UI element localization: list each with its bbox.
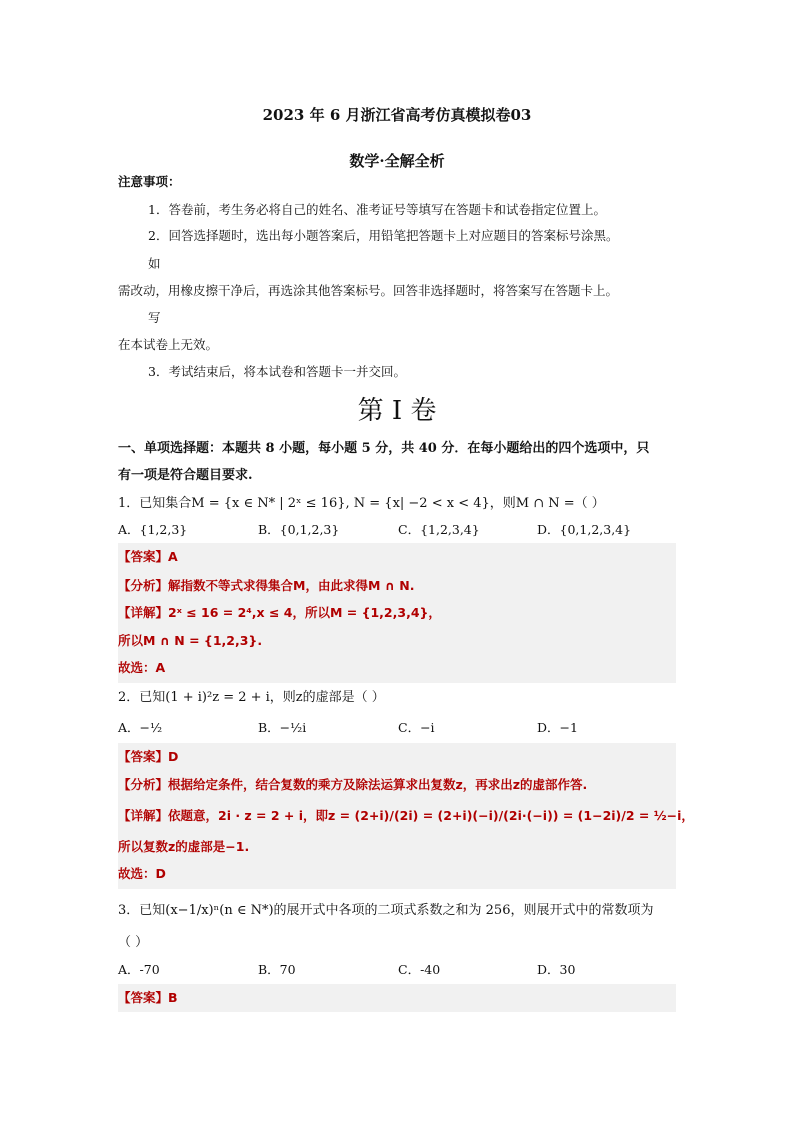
q2-detail-2: 所以复数z的虚部是−1. — [118, 839, 250, 854]
notice-heading: 注意事项： — [118, 174, 181, 189]
q3-option-c: C．-40 — [398, 962, 441, 977]
notice-item-1: 1．答卷前，考生务必将自己的姓名、准考证号等填写在答题卡和试卷指定位置上。 — [148, 202, 606, 217]
q3-answer: 【答案】B — [118, 990, 178, 1005]
notice-item-2c: 需改动，用橡皮擦干净后，再选涂其他答案标号。回答非选择题时，将答案写在答题卡上。 — [118, 283, 619, 298]
q2-option-a: A．−½ — [118, 720, 163, 735]
q1-analysis: 【分析】解指数不等式求得集合M，由此求得M ∩ N. — [118, 578, 415, 593]
document-title: 2023 年 6 月浙江省高考仿真模拟卷03 — [262, 106, 532, 124]
question-2-stem: 2．已知(1 + i)²z = 2 + i，则z的虚部是（ ） — [118, 690, 385, 705]
q1-detail: 【详解】2ˣ ≤ 16 = 2⁴,x ≤ 4，所以M = {1,2,3,4}， — [118, 605, 441, 620]
q1-option-d: D．{0,1,2,3,4} — [537, 522, 632, 537]
document-subtitle: 数学·全解全析 — [349, 152, 445, 170]
q1-option-c: C．{1,2,3,4} — [398, 522, 480, 537]
q2-option-c: C．−i — [398, 720, 435, 735]
q2-analysis: 【分析】根据给定条件，结合复数的乘方及除法运算求出复数z，再求出z的虚部作答. — [118, 777, 588, 792]
q3-option-d: D．30 — [537, 962, 576, 977]
q1-option-b: B．{0,1,2,3} — [258, 522, 340, 537]
question-1-stem: 1．已知集合M = {x ∈ N* | 2ˣ ≤ 16}, N = {x| −2 < x < 4}，则M ∩ N =（ ） — [118, 496, 605, 511]
q1-option-a: A．{1,2,3} — [118, 522, 188, 537]
section-heading: 一、单项选择题：本题共 8 小题，每小题 5 分，共 40 分．在每小题给出的四个选项中，只 — [118, 441, 650, 456]
notice-item-2e: 在本试卷上无效。 — [118, 337, 219, 352]
q2-detail: 【详解】依题意，2i · z = 2 + i，即z = (2+i)/(2i) = (2+i)(−i)/(2i·(−i)) = (1−2i)/2 = ½−i， — [118, 808, 694, 823]
q1-answer: 【答案】A — [118, 549, 178, 564]
section-heading-cont: 有一项是符合题目要求. — [118, 468, 253, 483]
q3-option-b: B．70 — [258, 962, 296, 977]
q3-option-a: A．-70 — [118, 962, 160, 977]
volume-heading: 第 I 卷 — [357, 396, 437, 426]
question-3-stem-cont: （ ） — [118, 935, 149, 950]
notice-item-2a: 2．回答选择题时，选出每小题答案后，用铅笔把答题卡上对应题目的答案标号涂黑。 — [148, 228, 619, 243]
notice-item-2b: 如 — [148, 256, 161, 271]
q2-option-b: B．−½i — [258, 720, 307, 735]
q1-detail-2: 所以M ∩ N = {1,2,3}. — [118, 633, 263, 648]
question-3-stem: 3．已知(x−1/x)ⁿ(n ∈ N*)的展开式中各项的二项式系数之和为 256，则展开式中的常数项为 — [118, 903, 654, 918]
q1-choice: 故选：A — [118, 660, 166, 675]
notice-item-2d: 写 — [148, 310, 161, 325]
q2-answer: 【答案】D — [118, 749, 179, 764]
notice-item-3: 3．考试结束后，将本试卷和答题卡一并交回。 — [148, 364, 406, 379]
q2-option-d: D．−1 — [537, 720, 578, 735]
q2-choice: 故选：D — [118, 866, 166, 881]
q3-answer-panel — [118, 984, 676, 1012]
